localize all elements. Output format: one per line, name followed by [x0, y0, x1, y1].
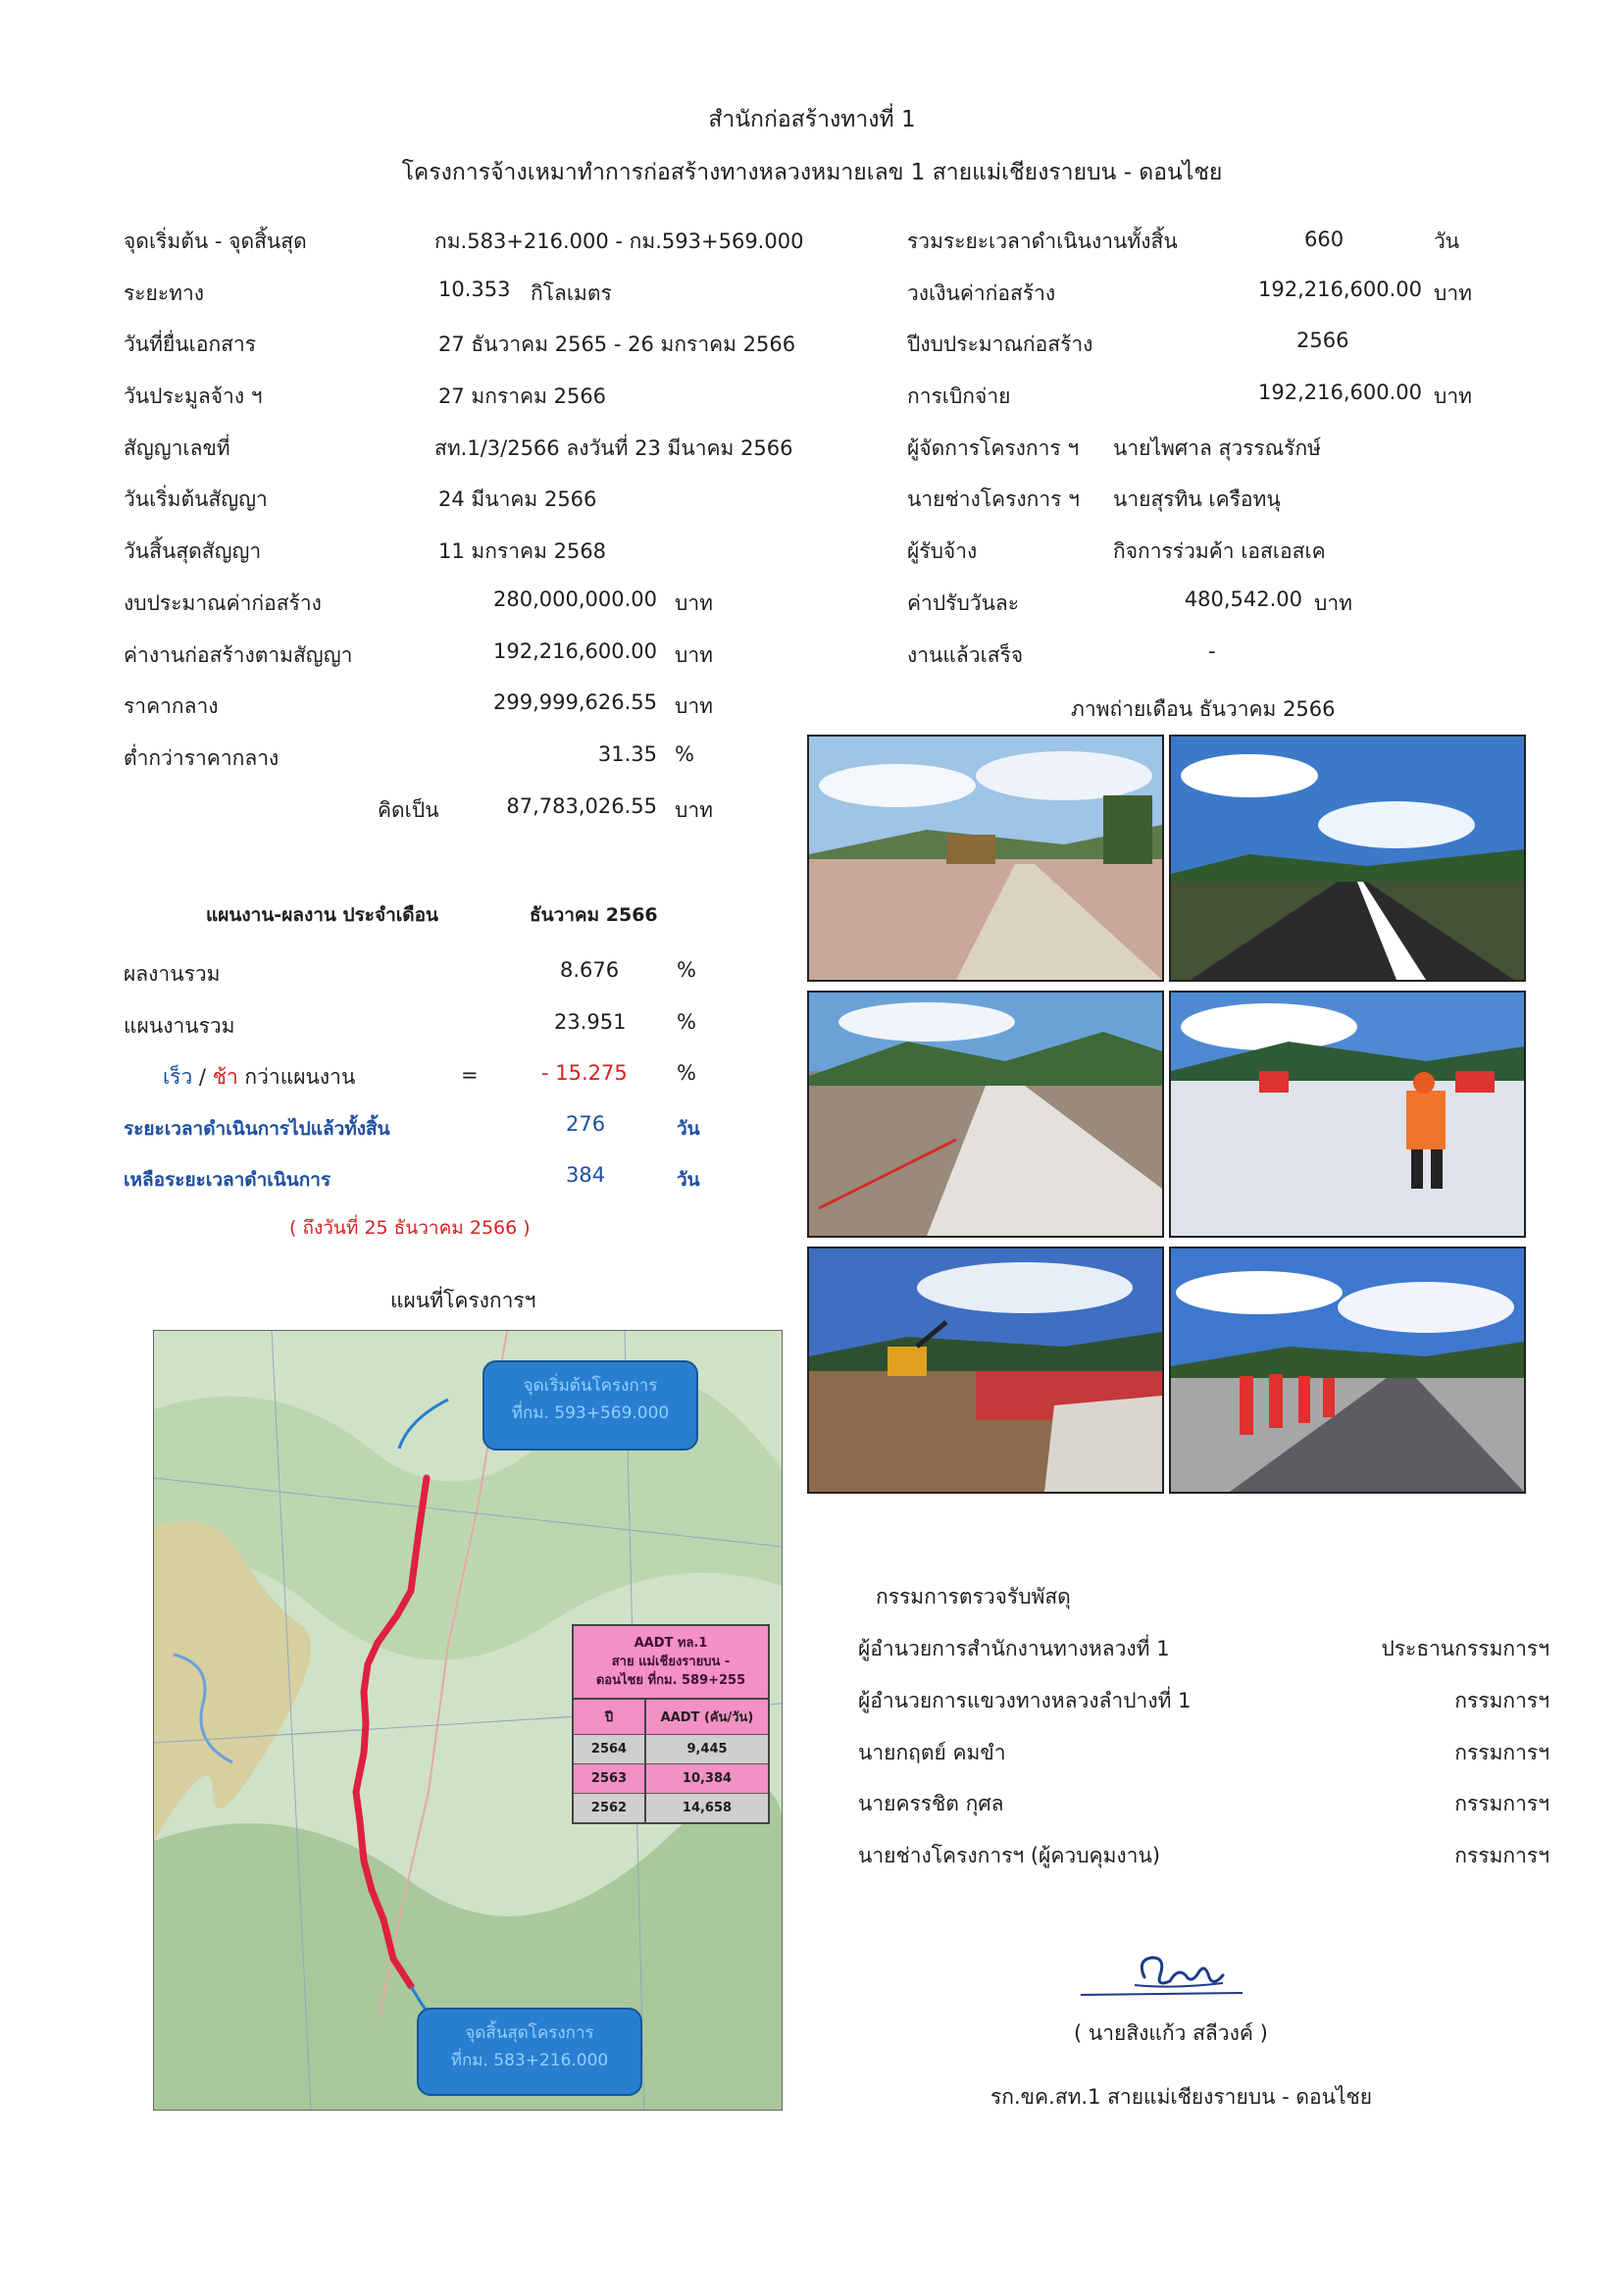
unit-distance: กิโลเมตร — [531, 281, 612, 305]
unit-median-price: บาท — [675, 694, 713, 718]
end-callout-line1: จุดสิ้นสุดโครงการ — [465, 2023, 594, 2043]
label-contract-start: วันเริ่มต้นสัญญา — [124, 487, 268, 511]
project-map — [153, 1330, 783, 2111]
label-project-engineer: นายช่างโครงการ ฯ — [907, 487, 1080, 511]
value-variance: - 15.275 — [541, 1061, 628, 1085]
committee-member-name: ผู้อำนวยการสำนักงานทางหลวงที่ 1 — [858, 1637, 1170, 1660]
photo-road-grading — [807, 735, 1164, 982]
ahead-behind-label — [163, 1061, 355, 1094]
office-title: สำนักก่อสร้างทางที่ 1 — [708, 107, 916, 132]
label-contract-no: สัญญาเลขที่ — [124, 436, 230, 460]
aadt-col-value: AADT (คัน/วัน) — [660, 1710, 754, 1725]
label-plan-progress: แผนงานรวม — [124, 1014, 235, 1038]
value-project-engineer: นายสุรทิน เครือทนุ — [1113, 487, 1281, 511]
photo-concrete-pour — [807, 991, 1164, 1238]
committee-member-role: กรรมการฯ — [1454, 1689, 1549, 1712]
unit-construction-amount: บาท — [1434, 281, 1472, 305]
label-construction-amount: วงเงินค่าก่อสร้าง — [907, 281, 1056, 305]
label-slow: ช้า — [212, 1065, 238, 1089]
label-submission-date: วันที่ยื่นเอกสาร — [124, 332, 257, 356]
value-construction-amount: 192,216,600.00 — [1258, 278, 1422, 301]
as-of-date: ( ถึงวันที่ 25 ธันวาคม 2566 ) — [289, 1217, 531, 1239]
unit-contract-cost: บาท — [675, 643, 713, 667]
unit-equivalent: บาท — [675, 798, 713, 822]
label-below-median: ต่ำกว่าราคากลาง — [124, 746, 279, 770]
value-below-median: 31.35 — [597, 742, 657, 766]
project-title: โครงการจ้างเหมาทำการก่อสร้างทางหลวงหมายเลข 1 สายแม่เชียงรายบน - ดอนไชย — [401, 160, 1223, 185]
start-callout-line1: จุดเริ่มต้นโครงการ — [523, 1376, 658, 1396]
table-row — [574, 1794, 768, 1822]
table-row — [574, 1764, 768, 1794]
label-completed: งานแล้วเสร็จ — [907, 643, 1024, 667]
value-project-manager: นายไพศาล สุวรรณรักษ์ — [1113, 436, 1322, 460]
value-remaining: 384 — [566, 1163, 606, 1187]
committee-member-name: นายครรชิต กุศล — [858, 1792, 1004, 1815]
progress-header-label: แผนงาน-ผลงาน ประจำเดือน — [206, 904, 439, 926]
value-total-duration: 660 — [1304, 228, 1345, 251]
committee-member-role: กรรมการฯ — [1454, 1792, 1549, 1815]
value-distance: 10.353 — [438, 278, 511, 301]
value-contract-end: 11 มกราคม 2568 — [438, 539, 607, 563]
table-row — [574, 1735, 768, 1764]
unit-disbursement: บาท — [1434, 384, 1472, 408]
unit-budget: บาท — [675, 591, 713, 615]
label-remaining: เหลือระยะเวลาดำเนินการ — [124, 1169, 331, 1191]
signatory-name: ( นายสิงแก้ว สลีวงค์ ) — [1074, 2021, 1268, 2045]
aadt-col-year: ปี — [574, 1700, 646, 1734]
start-callout-line2: ที่กม. 593+569.000 — [511, 1403, 670, 1423]
photos-caption: ภาพถ่ายเดือน ธันวาคม 2566 — [1071, 697, 1336, 721]
label-fast: เร็ว — [163, 1065, 193, 1089]
aadt-title-line3: ดอนไชย ที่กม. 589+255 — [595, 1673, 746, 1688]
unit-elapsed: วัน — [677, 1118, 700, 1140]
aadt-year: 2564 — [574, 1735, 646, 1763]
label-fiscal-year: ปีงบประมาณก่อสร้าง — [907, 332, 1093, 356]
value-contract-no: สท.1/3/2566 ลงวันที่ 23 มีนาคม 2566 — [434, 436, 793, 460]
unit-below-median: % — [675, 742, 694, 766]
value-median-price: 299,999,626.55 — [493, 690, 657, 714]
committee-member-role: ประธานกรรมการฯ — [1381, 1637, 1549, 1660]
committee-member-role: กรรมการฯ — [1454, 1844, 1549, 1867]
unit-plan-progress: % — [677, 1010, 696, 1034]
value-auction-date: 27 มกราคม 2566 — [438, 384, 607, 408]
value-contractor: กิจการร่วมค้า เอสเอสเค — [1113, 539, 1326, 563]
label-contract-cost: ค่างานก่อสร้างตามสัญญา — [124, 643, 353, 667]
photo-worker-concrete — [1169, 991, 1526, 1238]
end-callout-line2: ที่กม. 583+216.000 — [450, 2051, 609, 2070]
value-actual-progress: 8.676 — [560, 958, 620, 982]
signature-mark — [1076, 1946, 1252, 2005]
label-disbursement: การเบิกจ่าย — [907, 384, 1011, 408]
photo-road-barriers — [1169, 1247, 1526, 1494]
value-contract-cost: 192,216,600.00 — [493, 639, 657, 663]
label-actual-progress: ผลงานรวม — [124, 962, 221, 986]
aadt-header-row — [574, 1700, 768, 1735]
value-contract-start: 24 มีนาคม 2566 — [438, 487, 597, 511]
value-budget: 280,000,000.00 — [493, 587, 657, 611]
label-start-end: จุดเริ่มต้น - จุดสิ้นสุด — [124, 229, 307, 253]
aadt-value: 10,384 — [682, 1771, 733, 1786]
aadt-year: 2563 — [574, 1764, 646, 1793]
label-equivalent: คิดเป็น — [378, 798, 439, 822]
value-submission-date: 27 ธันวาคม 2565 - 26 มกราคม 2566 — [438, 332, 796, 356]
end-point-callout — [417, 2008, 642, 2096]
aadt-table-title — [574, 1626, 768, 1700]
aadt-table — [572, 1624, 770, 1824]
value-elapsed: 276 — [566, 1112, 606, 1136]
committee-member-role: กรรมการฯ — [1454, 1741, 1549, 1764]
label-median-price: ราคากลาง — [124, 694, 219, 718]
signatory-position: รก.ขค.สท.1 สายแม่เชียงรายบน - ดอนไชย — [990, 2085, 1373, 2109]
aadt-title-line1: AADT ทล.1 — [634, 1636, 708, 1651]
value-plan-progress: 23.951 — [554, 1010, 627, 1034]
label-project-manager: ผู้จัดการโครงการ ฯ — [907, 436, 1080, 460]
start-point-callout — [482, 1360, 698, 1451]
value-equivalent: 87,783,026.55 — [506, 794, 657, 818]
label-auction-date: วันประมูลจ้าง ฯ — [124, 384, 263, 408]
unit-total-duration: วัน — [1434, 229, 1460, 253]
unit-daily-penalty: บาท — [1314, 591, 1352, 615]
label-contract-end: วันสิ้นสุดสัญญา — [124, 539, 262, 563]
progress-header-month: ธันวาคม 2566 — [530, 904, 658, 926]
value-start-end: กม.583+216.000 - กม.593+569.000 — [434, 229, 804, 253]
aadt-value: 14,658 — [682, 1801, 733, 1815]
aadt-value: 9,445 — [686, 1742, 728, 1757]
committee-member-name: นายช่างโครงการฯ (ผู้ควบคุมงาน) — [858, 1844, 1161, 1867]
label-total-duration: รวมระยะเวลาดำเนินงานทั้งสิ้น — [907, 229, 1178, 253]
value-disbursement: 192,216,600.00 — [1258, 381, 1422, 404]
unit-actual-progress: % — [677, 958, 696, 982]
label-than-plan: กว่าแผนงาน — [237, 1065, 356, 1089]
unit-remaining: วัน — [677, 1169, 700, 1191]
photo-excavator-works — [807, 1247, 1164, 1494]
label-separator: / — [192, 1065, 213, 1089]
label-distance: ระยะทาง — [124, 281, 205, 305]
aadt-year: 2562 — [574, 1794, 646, 1822]
label-budget: งบประมาณค่าก่อสร้าง — [124, 591, 322, 615]
equals-sign: = — [461, 1063, 479, 1087]
value-completed: - — [1208, 639, 1216, 663]
committee-member-name: นายกฤตย์ คมขำ — [858, 1741, 1006, 1764]
label-daily-penalty: ค่าปรับวันละ — [907, 591, 1020, 615]
photo-asphalt-road — [1169, 735, 1526, 982]
value-daily-penalty: 480,542.00 — [1184, 587, 1302, 611]
committee-title: กรรมการตรวจรับพัสดุ — [876, 1585, 1071, 1608]
map-title: แผนที่โครงการฯ — [390, 1289, 536, 1312]
label-contractor: ผู้รับจ้าง — [907, 539, 978, 563]
aadt-title-line2: สาย แม่เชียงรายบน - — [611, 1655, 731, 1669]
committee-member-name: ผู้อำนวยการแขวงทางหลวงลำปางที่ 1 — [858, 1689, 1192, 1712]
value-fiscal-year: 2566 — [1296, 329, 1349, 352]
unit-variance: % — [677, 1061, 696, 1085]
label-elapsed: ระยะเวลาดำเนินการไปแล้วทั้งสิ้น — [124, 1118, 390, 1140]
